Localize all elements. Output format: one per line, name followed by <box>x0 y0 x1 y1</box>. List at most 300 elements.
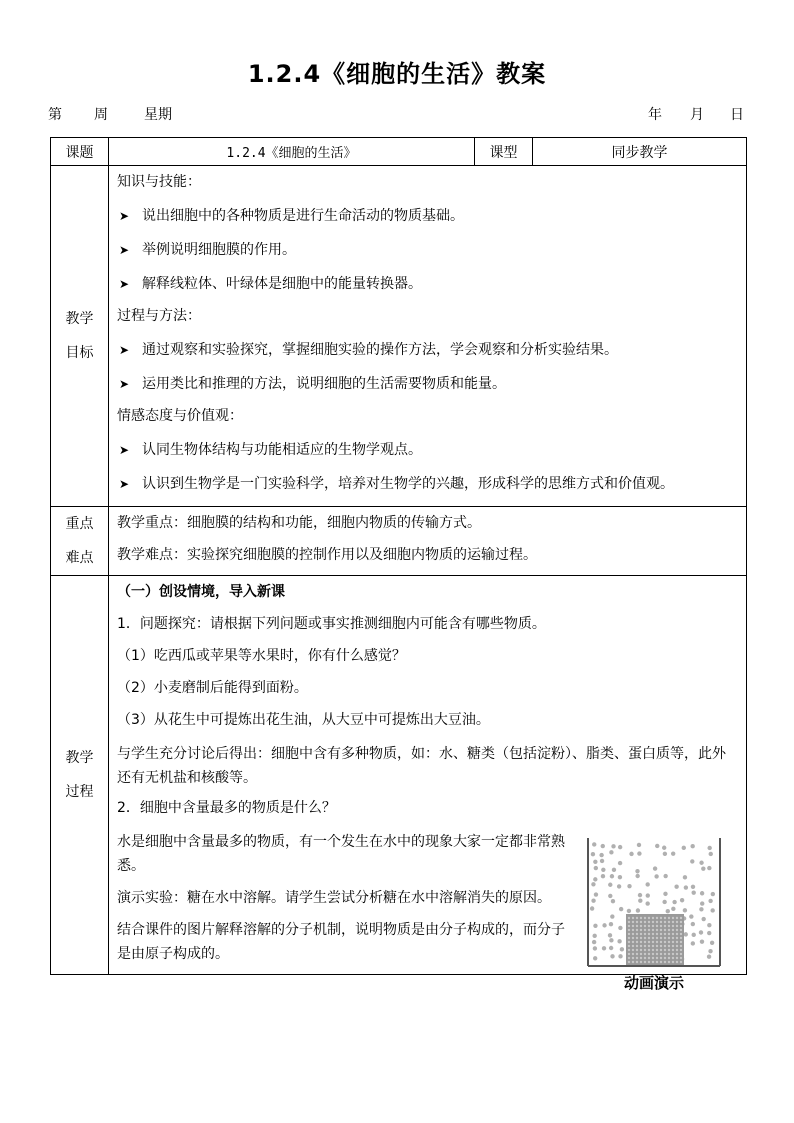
knowledge-item <box>117 272 738 296</box>
sugar-molecule <box>656 957 658 959</box>
sugar-molecule <box>680 957 682 959</box>
sugar-molecule <box>640 941 642 943</box>
sugar-molecule <box>664 925 666 927</box>
sugar-molecule <box>680 925 682 927</box>
sugar-molecule <box>632 937 634 939</box>
sugar-molecule <box>632 917 634 919</box>
water-molecule <box>707 955 711 959</box>
sugar-molecule <box>668 929 670 931</box>
sugar-molecule <box>644 933 646 935</box>
sugar-molecule <box>672 917 674 919</box>
water-molecule <box>691 941 695 945</box>
water-molecule <box>637 843 641 847</box>
water-molecule <box>655 844 659 848</box>
process-row <box>51 576 747 975</box>
topic-label: 课题 <box>51 138 109 166</box>
water-molecule <box>700 901 704 905</box>
sugar-molecule <box>672 945 674 947</box>
sugar-molecule <box>680 933 682 935</box>
sugar-molecule <box>628 925 630 927</box>
water-molecule <box>608 894 612 898</box>
sugar-molecule <box>680 929 682 931</box>
sugar-molecule <box>648 961 650 963</box>
emotion-item-text: 认同生物体结构与功能相适应的生物学观点。 <box>142 442 422 458</box>
sugar-molecule <box>636 929 638 931</box>
water-molecule <box>610 874 614 878</box>
water-molecule <box>594 866 598 870</box>
discussion-conclusion: 与学生充分讨论后得出：细胞中含有多种物质，如：水、糖类（包括淀粉）、脂类、蛋白质等，此外还有无机盐和核酸等。 <box>117 746 726 786</box>
sugar-molecule <box>640 933 642 935</box>
sugar-molecule <box>652 917 654 919</box>
water-molecule <box>684 932 688 936</box>
water-molecule <box>612 868 616 872</box>
water-molecule <box>663 852 667 856</box>
sugar-molecule <box>636 921 638 923</box>
sugar-molecule <box>636 953 638 955</box>
sugar-molecule <box>644 921 646 923</box>
sugar-molecule <box>656 949 658 951</box>
sugar-molecule <box>672 949 674 951</box>
emotion-item-text: 认识到生物学是一门实验科学，培养对生物学的兴趣，形成科学的思维方式和价值观。 <box>142 476 674 492</box>
experiment-paragraph: 演示实验：糖在水中溶解。请学生尝试分析糖在水中溶解消失的原因。 <box>117 890 551 906</box>
water-molecule <box>666 909 670 913</box>
sugar-molecule <box>632 921 634 923</box>
emotion-item <box>117 438 738 462</box>
sugar-molecule <box>676 917 678 919</box>
water-molecule <box>682 846 686 850</box>
water-molecule <box>701 917 705 921</box>
sugar-molecule <box>668 925 670 927</box>
sugar-molecule <box>660 945 662 947</box>
water-molecule <box>635 874 639 878</box>
sugar-molecule <box>664 957 666 959</box>
water-molecule <box>599 853 603 857</box>
sugar-molecule <box>660 937 662 939</box>
sugar-molecule <box>636 961 638 963</box>
water-molecule <box>707 923 711 927</box>
water-molecule <box>707 931 711 935</box>
sugar-molecule <box>668 937 670 939</box>
sugar-molecule <box>664 917 666 919</box>
key-points-row <box>51 507 747 576</box>
water-molecule <box>627 884 631 888</box>
process-title: 过程与方法： <box>117 308 201 324</box>
objectives-content <box>109 166 747 507</box>
water-molecule <box>691 922 695 926</box>
sugar-molecule <box>648 953 650 955</box>
sugar-molecule <box>640 961 642 963</box>
water-molecule <box>646 893 650 897</box>
process-item <box>117 338 738 362</box>
water-molecule <box>618 875 622 879</box>
sugar-molecule <box>652 961 654 963</box>
sugar-molecule <box>656 945 658 947</box>
sugar-molecule <box>652 957 654 959</box>
sugar-molecule <box>640 945 642 947</box>
water-molecule <box>645 882 649 886</box>
sugar-molecule <box>648 917 650 919</box>
sugar-molecule <box>640 929 642 931</box>
knowledge-item <box>117 204 738 228</box>
sugar-molecule <box>644 953 646 955</box>
question-1: 1．问题探究：请根据下列问题或事实推测细胞内可能含有哪些物质。 <box>117 616 546 632</box>
water-molecule <box>618 861 622 865</box>
sugar-molecule <box>652 933 654 935</box>
sugar-molecule <box>664 933 666 935</box>
water-molecule <box>609 850 613 854</box>
water-molecule <box>700 891 704 895</box>
sugar-molecule <box>628 937 630 939</box>
sugar-molecule <box>668 949 670 951</box>
arrowhead-bullet-icon: ➤ <box>119 343 130 357</box>
sugar-molecule <box>668 921 670 923</box>
sugar-molecule <box>668 961 670 963</box>
water-molecule <box>671 851 675 855</box>
sugar-molecule <box>672 953 674 955</box>
water-molecule <box>602 946 606 950</box>
water-molecule <box>662 846 666 850</box>
beaker-diagram <box>586 832 722 968</box>
water-molecule <box>700 939 704 943</box>
sugar-molecule <box>628 921 630 923</box>
weekday-label: 星期 <box>144 107 172 123</box>
sugar-molecule <box>652 937 654 939</box>
sugar-molecule <box>672 925 674 927</box>
sugar-molecule <box>664 961 666 963</box>
water-molecule <box>617 939 621 943</box>
water-molecule <box>618 926 622 930</box>
sugar-molecule <box>636 945 638 947</box>
sugar-molecule <box>676 937 678 939</box>
arrowhead-bullet-icon: ➤ <box>119 377 130 391</box>
sugar-molecule <box>672 933 674 935</box>
water-molecule <box>619 907 623 911</box>
water-molecule <box>692 890 696 894</box>
figure-caption: 动画演示 <box>623 974 684 992</box>
sugar-molecule <box>672 957 674 959</box>
water-molecule <box>684 885 688 889</box>
sugar-molecule <box>648 933 650 935</box>
water-molecule <box>707 846 711 850</box>
sugar-molecule <box>668 941 670 943</box>
sugar-molecule <box>636 933 638 935</box>
sugar-molecule <box>640 925 642 927</box>
sugar-molecule <box>656 921 658 923</box>
sugar-molecule <box>652 949 654 951</box>
molecule-paragraph: 结合课件的图片解释溶解的分子机制，说明物质是由分子构成的，而分子是由原子构成的。 <box>117 922 565 962</box>
water-molecule <box>699 861 703 865</box>
sugar-molecule <box>652 921 654 923</box>
sugar-molecule <box>652 953 654 955</box>
sugar-molecule <box>660 941 662 943</box>
water-molecule <box>593 877 597 881</box>
sugar-molecule <box>680 961 682 963</box>
sugar-molecule <box>644 945 646 947</box>
section-heading: （一）创设情境，导入新课 <box>117 584 285 600</box>
water-molecule <box>699 907 703 911</box>
water-molecule <box>699 930 703 934</box>
emotion-item <box>117 472 738 496</box>
water-molecule <box>711 892 715 896</box>
water-molecule <box>609 938 613 942</box>
knowledge-title: 知识与技能： <box>117 174 201 190</box>
water-molecule <box>710 908 714 912</box>
sugar-molecule <box>636 941 638 943</box>
water-molecule <box>680 898 684 902</box>
sugar-molecule <box>672 929 674 931</box>
knowledge-item-text: 举例说明细胞膜的作用。 <box>142 242 296 258</box>
sugar-molecule <box>676 933 678 935</box>
sugar-molecule <box>648 937 650 939</box>
water-molecule <box>610 954 614 958</box>
type-label: 课型 <box>475 138 533 166</box>
sugar-molecule <box>648 929 650 931</box>
water-molecule <box>627 909 631 913</box>
water-molecule <box>593 924 597 928</box>
sugar-molecule <box>656 917 658 919</box>
sugar-molecule <box>668 953 670 955</box>
water-molecule <box>710 941 714 945</box>
type-value: 同步教学 <box>533 138 747 166</box>
knowledge-item <box>117 238 738 262</box>
sugar-molecule <box>652 929 654 931</box>
topic-value: 1.2.4《细胞的生活》 <box>109 138 475 166</box>
sugar-molecule <box>632 961 634 963</box>
water-molecule <box>683 908 687 912</box>
week-label: 周 <box>94 107 108 123</box>
water-molecule <box>629 852 633 856</box>
sugar-molecule <box>628 933 630 935</box>
process-item-text: 运用类比和推理的方法，说明细胞的生活需要物质和能量。 <box>142 376 506 392</box>
sugar-molecule <box>680 941 682 943</box>
sugar-molecule <box>632 945 634 947</box>
lesson-plan-table <box>50 137 747 992</box>
water-molecule <box>708 899 712 903</box>
sugar-molecule <box>632 957 634 959</box>
sugar-molecule <box>644 961 646 963</box>
sugar-molecule <box>680 949 682 951</box>
process-label-line1: 教学 <box>65 750 94 766</box>
key-points-label-line1: 重点 <box>65 516 94 532</box>
sugar-molecule <box>656 941 658 943</box>
sugar-molecule <box>676 949 678 951</box>
sugar-molecule <box>660 953 662 955</box>
water-molecule <box>663 874 667 878</box>
water-molecule <box>593 956 597 960</box>
arrowhead-bullet-icon: ➤ <box>119 243 130 257</box>
sugar-molecule <box>656 929 658 931</box>
sugar-molecule <box>668 957 670 959</box>
water-molecule <box>674 885 678 889</box>
sugar-molecule <box>668 945 670 947</box>
water-molecule <box>600 859 604 863</box>
water-molecule <box>611 899 615 903</box>
sugar-molecule <box>636 917 638 919</box>
water-molecule <box>593 946 597 950</box>
knowledge-item-text: 说出细胞中的各种物质是进行生命活动的物质基础。 <box>142 208 464 224</box>
water-molecule <box>690 844 694 848</box>
sugar-molecule <box>664 941 666 943</box>
water-molecule <box>671 907 675 911</box>
water-molecule <box>618 954 622 958</box>
sugar-molecule <box>632 941 634 943</box>
water-molecule <box>638 893 642 897</box>
question-1-item: （1）吃西瓜或苹果等水果时，你有什么感觉？ <box>117 648 406 664</box>
sugar-molecule <box>640 949 642 951</box>
key-points-content <box>109 507 747 576</box>
sugar-molecule <box>648 957 650 959</box>
question-1-item: （2）小麦磨制后能得到面粉。 <box>117 680 308 696</box>
sugar-molecule <box>628 917 630 919</box>
sugar-molecule <box>640 953 642 955</box>
arrowhead-bullet-icon: ➤ <box>119 277 130 291</box>
water-molecule <box>637 851 641 855</box>
sugar-molecule <box>656 937 658 939</box>
sugar-molecule <box>660 917 662 919</box>
sugar-molecule <box>680 937 682 939</box>
water-molecule <box>618 845 622 849</box>
water-molecule <box>592 842 596 846</box>
water-molecule <box>601 868 605 872</box>
arrowhead-bullet-icon: ➤ <box>119 209 130 223</box>
key-points-label-line2: 难点 <box>65 550 94 566</box>
sugar-molecule <box>640 937 642 939</box>
sugar-molecule <box>628 957 630 959</box>
sugar-molecule <box>636 925 638 927</box>
sugar-molecule <box>628 953 630 955</box>
sugar-molecule <box>664 953 666 955</box>
sugar-molecule <box>644 937 646 939</box>
objectives-label-line2: 目标 <box>65 345 94 361</box>
process-label <box>51 576 109 975</box>
process-content <box>109 576 747 992</box>
arrowhead-bullet-icon: ➤ <box>119 443 130 457</box>
sugar-molecule <box>632 925 634 927</box>
sugar-molecule <box>660 929 662 931</box>
sugar-molecule <box>660 925 662 927</box>
sugar-molecule <box>644 957 646 959</box>
sugar-molecule <box>644 917 646 919</box>
water-molecule <box>609 946 613 950</box>
teaching-difficulty: 教学难点：实验探究细胞膜的控制作用以及细胞内物质的运输过程。 <box>117 547 537 563</box>
sugar-molecule <box>628 929 630 931</box>
sugar-molecule <box>648 949 650 951</box>
water-molecule <box>591 899 595 903</box>
sugar-molecule <box>676 953 678 955</box>
sugar-molecule <box>656 953 658 955</box>
sugar-molecule <box>664 949 666 951</box>
sugar-molecule <box>676 945 678 947</box>
sugar-molecule <box>660 933 662 935</box>
sugar-molecule <box>660 957 662 959</box>
water-molecule <box>653 866 657 870</box>
sugar-molecule <box>660 921 662 923</box>
water-molecule <box>638 899 642 903</box>
sugar-molecule <box>640 917 642 919</box>
sugar-molecule <box>672 937 674 939</box>
water-molecule <box>692 933 696 937</box>
sugar-molecule <box>628 941 630 943</box>
sugar-molecule <box>644 925 646 927</box>
sugar-molecule <box>672 941 674 943</box>
sugar-molecule <box>640 957 642 959</box>
water-molecule <box>654 874 658 878</box>
sugar-molecule <box>652 925 654 927</box>
sugar-molecule <box>632 929 634 931</box>
sugar-molecule <box>636 937 638 939</box>
sugar-molecule <box>636 957 638 959</box>
process-item <box>117 372 738 396</box>
water-molecule <box>592 940 596 944</box>
sugar-molecule <box>636 949 638 951</box>
sugar-molecule <box>668 917 670 919</box>
water-molecule <box>591 852 595 856</box>
process-label-line2: 过程 <box>65 784 94 800</box>
sugar-molecule <box>668 933 670 935</box>
sugar-molecule <box>628 949 630 951</box>
sugar-molecule <box>664 929 666 931</box>
water-molecule <box>608 883 612 887</box>
process-item-text: 通过观察和实验探究，掌握细胞实验的操作方法，学会观察和分析实验结果。 <box>142 342 618 358</box>
sugar-molecule <box>664 937 666 939</box>
sugar-molecule <box>648 941 650 943</box>
sugar-molecule <box>680 921 682 923</box>
water-molecule <box>645 901 649 905</box>
sugar-molecule <box>680 917 682 919</box>
sugar-molecule <box>680 953 682 955</box>
teaching-focus: 教学重点：细胞膜的结构和功能，细胞内物质的传输方式。 <box>117 515 481 531</box>
water-molecule <box>592 934 596 938</box>
day-label: 日 <box>730 107 744 123</box>
water-molecule <box>601 874 605 878</box>
emotion-title: 情感态度与价值观： <box>117 408 243 424</box>
water-molecule <box>601 844 605 848</box>
knowledge-item-text: 解释线粒体、叶绿体是细胞中的能量转换器。 <box>142 276 422 292</box>
water-molecule <box>691 885 695 889</box>
sugar-molecule <box>652 941 654 943</box>
dissolution-section <box>117 830 738 992</box>
water-molecule <box>672 900 676 904</box>
sugar-molecule <box>664 921 666 923</box>
water-molecule <box>663 892 667 896</box>
water-molecule <box>709 852 713 856</box>
water-molecule <box>690 859 694 863</box>
sugar-molecule <box>632 933 634 935</box>
sugar-molecule <box>676 921 678 923</box>
sugar-molecule <box>656 933 658 935</box>
sugar-cube <box>626 914 684 966</box>
sugar-molecule <box>660 949 662 951</box>
water-molecule <box>610 914 614 918</box>
header-row <box>51 138 747 166</box>
dissolving-animation-figure <box>586 832 722 992</box>
sugar-molecule <box>644 941 646 943</box>
sugar-molecule <box>628 961 630 963</box>
water-molecule <box>708 949 712 953</box>
year-label: 年 <box>648 107 662 123</box>
water-molecule <box>593 860 597 864</box>
objectives-label <box>51 166 109 507</box>
water-molecule <box>617 884 621 888</box>
water-molecule <box>662 900 666 904</box>
week-prefix: 第 <box>48 107 62 123</box>
water-paragraph: 水是细胞中含量最多的物质，有一个发生在水中的现象大家一定都非常熟悉。 <box>117 834 565 874</box>
sugar-molecule <box>676 925 678 927</box>
sugar-molecule <box>676 929 678 931</box>
page-title: 1.2.4《细胞的生活》教案 <box>247 60 547 88</box>
sugar-molecule <box>644 949 646 951</box>
water-molecule <box>689 914 693 918</box>
